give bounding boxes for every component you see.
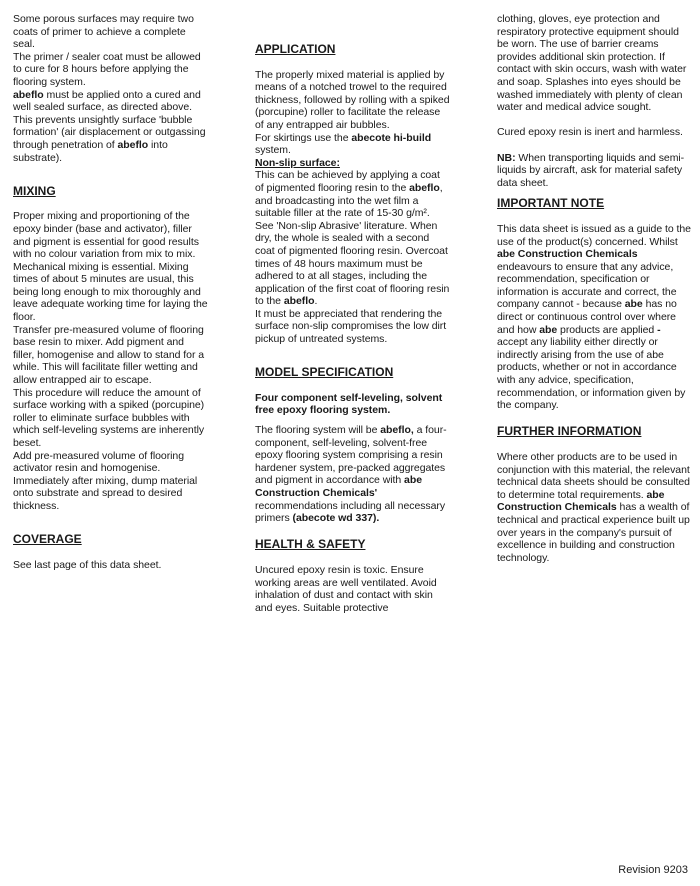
- text-run: The flooring system will be: [255, 424, 381, 437]
- cured-resin-paragraph: Cured epoxy resin is inert and harmless.: [497, 126, 683, 139]
- health-safety-paragraph: Uncured epoxy resin is toxic. Ensure working areas are well ventilated. Avoid inhalation of dust and contact with skin and eyes. Suitable protective: [255, 563, 437, 614]
- mixing-paragraph: Proper mixing and proportioning of the epoxy binder (base and activator), filler and pigment is essential for good results with no colour variation from mix to mix. Mechanical mixing is essential. Mixing times of about 5 minutes are usual, this being long enough to mix thoroughly and leave adequate working time for laying the floor.: [13, 210, 208, 324]
- brand-name: abeflo: [409, 181, 440, 194]
- text-run: has a wealth of technical and practical experience built up over years in the company's pursuit of excellence in building and construction technology.: [497, 501, 690, 564]
- mixing-paragraph: Transfer pre-measured volume of flooring base resin to mixer. Add pigment and filler, homogenise and allow to stand for a while. This will facilitate filler wetting and allow entrapped air to escape.: [13, 323, 205, 387]
- text-run: This can be achieved by applying a coat of pigmented flooring resin to the: [255, 169, 440, 194]
- mixing-paragraph: Add pre-measured volume of flooring activator resin and homogenise. Immediately after mixing, dump material onto substrate and spread to desired thickness.: [13, 449, 198, 512]
- revision-label: Revision 9203: [618, 864, 688, 876]
- text-run: must be applied onto a cured and well sealed surface, as directed above. This prevents unsightly surface 'bubble formation' (air displacement or outgassing through penetration of: [13, 88, 206, 151]
- abeflo-paragraph: [13, 89, 208, 165]
- text-run: When transporting liquids and semi-liquids by aircraft, ask for material safety data sheet.: [497, 151, 685, 189]
- text-run: This data sheet is issued as a guide to the use of the product(s) concerned. Whilst: [497, 222, 691, 248]
- text-run: endeavours to ensure that any advice, recommendation, specification or information is accurate and correct, the company cannot - because: [497, 260, 677, 311]
- nb-paragraph: [497, 152, 692, 190]
- brand-name: abeflo,: [380, 424, 414, 437]
- skirtings-paragraph: [255, 132, 450, 157]
- brand-name: abeflo: [13, 88, 44, 101]
- mixing-paragraph: This procedure will reduce the amount of surface working with a spiked (porcupine) roller to eliminate surface bubbles with which self-leveling systems are inherently beset.: [13, 386, 205, 449]
- further-info-heading: FURTHER INFORMATION: [497, 424, 642, 439]
- health-safety-heading: HEALTH & SAFETY: [255, 537, 366, 552]
- brand-name: abe Construction Chemicals: [497, 248, 638, 261]
- brand-name: abe Construction Chemicals': [255, 474, 422, 499]
- application-paragraph: The properly mixed material is applied by means of a notched trowel to the required thickness, followed by rolling with a spiked (porcupine) roller to facilitate the release of any entrapped air bubbles.: [255, 68, 450, 131]
- text-run: , and broadcasting into the wet film a suitable filler at the rate of 15-30 g/m². See 'Non-slip Abrasive' literature. When dry, the whole is sealed with a second coat of pigmented flooring resin. Overcoat times of 48 hours maximum must be adhered to at all stages, including the application of the first coat of flooring resin to the: [255, 181, 450, 308]
- text-run: a four-component, self-leveling, solvent-free epoxy flooring system comprising a resin hardener system, pre-packed aggregates and pigment in accordance with: [255, 424, 447, 487]
- column-middle: [255, 42, 450, 614]
- product-code: (abecote wd 337).: [292, 512, 380, 525]
- text-run: -: [657, 323, 661, 336]
- application-heading: APPLICATION: [255, 42, 336, 56]
- brand-name: abecote hi-build: [351, 131, 432, 144]
- brand-name: abeflo: [283, 295, 315, 308]
- text-run: accept any liability either directly or indirectly arising from the use of abe products, whether or not in accordance with any advice, specification, recommendation, or information given by the company.: [497, 336, 686, 412]
- primer-paragraph: Some porous surfaces may require two coats of primer to achieve a complete seal.: [13, 13, 194, 51]
- column-left: [13, 13, 208, 571]
- text-run: has no direct or continuous control over where and how: [497, 298, 677, 336]
- text-run: .: [314, 295, 318, 308]
- text-run: system.: [255, 144, 291, 157]
- column-right: [497, 13, 692, 564]
- further-info-paragraph: [497, 451, 692, 564]
- brand-name: abe: [624, 298, 643, 311]
- text-run: into substrate).: [13, 138, 168, 164]
- model-spec-lead: Four component self-leveling, solvent free epoxy flooring system.: [255, 391, 443, 417]
- important-note-heading: IMPORTANT NOTE: [497, 196, 605, 211]
- mixing-heading: MIXING: [13, 183, 56, 198]
- brand-name: abe Construction Chemicals: [497, 488, 665, 514]
- model-spec-heading: MODEL SPECIFICATION: [255, 365, 394, 380]
- nonslip-note: It must be appreciated that rendering the surface non-slip compromises the low dirt pickup of untreated systems.: [255, 307, 447, 346]
- text-run: For skirtings use the: [255, 131, 352, 144]
- text-run: recommendations including all necessary primers: [255, 499, 446, 525]
- coverage-heading: COVERAGE: [13, 532, 82, 547]
- brand-name: abeflo: [117, 138, 149, 151]
- brand-name: abe: [539, 323, 558, 336]
- important-note-paragraph: [497, 223, 692, 412]
- model-spec-paragraph: [255, 424, 450, 525]
- nonslip-heading: Non-slip surface:: [255, 156, 340, 169]
- coverage-paragraph: See last page of this data sheet.: [13, 558, 162, 571]
- text-run: products are applied: [557, 323, 658, 336]
- health-safety-continued: clothing, gloves, eye protection and respiratory protective equipment should be worn. The use of barrier creams provides additional skin protection. If contact with skin occurs, wash with water and soap. Splashes into eyes should be washed immediately with plenty of clean water and medical advice sought.: [497, 13, 687, 114]
- text-run: Where other products are to be used in conjunction with this material, the relevant technical data sheets should be consulted to determine total requirements.: [497, 451, 690, 501]
- primer-cure-paragraph: The primer / sealer coat must be allowed to cure for 8 hours before applying the flooring system.: [13, 50, 201, 88]
- nonslip-paragraph: [255, 169, 450, 308]
- nb-label: NB:: [497, 151, 516, 164]
